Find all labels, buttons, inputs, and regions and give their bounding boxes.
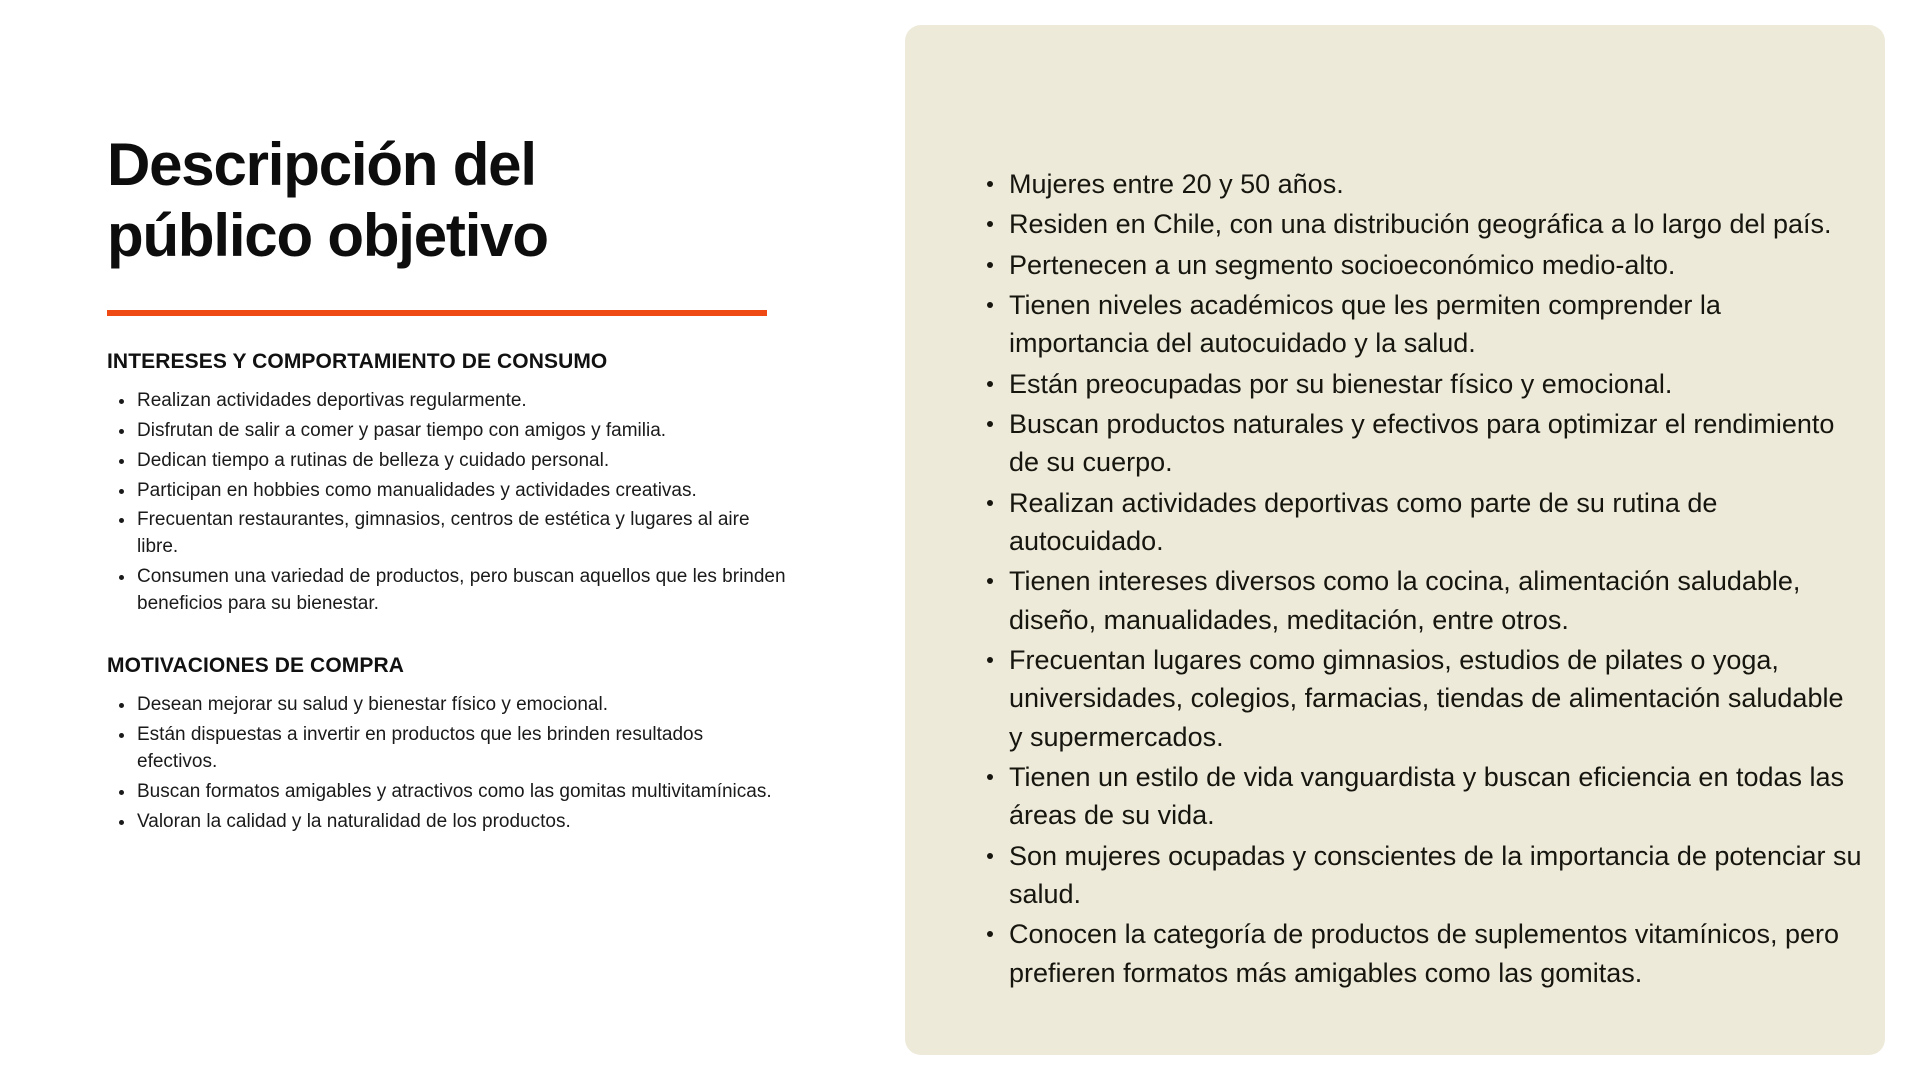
list-item: Residen en Chile, con una distribución geográfica a lo largo del país. xyxy=(973,205,1863,243)
list-item: Están preocupadas por su bienestar físico y emocional. xyxy=(973,365,1863,403)
section-motivaciones xyxy=(107,654,787,836)
page-title: Descripción del público objetivo xyxy=(107,131,548,269)
section-heading: MOTIVACIONES DE COMPRA xyxy=(107,654,404,678)
list-item: Valoran la calidad y la naturalidad de los productos. xyxy=(107,809,787,836)
title-divider xyxy=(107,310,767,316)
list-item: Buscan productos naturales y efectivos para optimizar el rendimiento de su cuerpo. xyxy=(973,405,1863,482)
list-item: Realizan actividades deportivas como parte de su rutina de autocuidado. xyxy=(973,484,1863,561)
list-item: Buscan formatos amigables y atractivos como las gomitas multivitamínicas. xyxy=(107,779,787,806)
list-item: Conocen la categoría de productos de suplementos vitamínicos, pero prefieren formatos más amigables como las gomitas. xyxy=(973,915,1863,992)
left-bullet-list xyxy=(107,692,787,836)
left-column xyxy=(107,130,787,839)
right-panel xyxy=(905,25,1885,1055)
right-bullet-list xyxy=(973,165,1863,994)
list-item: Disfrutan de salir a comer y pasar tiempo con amigos y familia. xyxy=(107,418,787,445)
list-item: Desean mejorar su salud y bienestar físico y emocional. xyxy=(107,692,787,719)
list-item: Realizan actividades deportivas regularmente. xyxy=(107,388,787,415)
left-bullet-list xyxy=(107,388,787,619)
list-item: Tienen niveles académicos que les permiten comprender la importancia del autocuidado y la salud. xyxy=(973,286,1863,363)
list-item: Tienen un estilo de vida vanguardista y buscan eficiencia en todas las áreas de su vida. xyxy=(973,758,1863,835)
list-item: Mujeres entre 20 y 50 años. xyxy=(973,165,1863,203)
list-item: Son mujeres ocupadas y conscientes de la importancia de potenciar su salud. xyxy=(973,837,1863,914)
list-item: Frecuentan restaurantes, gimnasios, centros de estética y lugares al aire libre. xyxy=(107,507,787,561)
list-item: Están dispuestas a invertir en productos que les brinden resultados efectivos. xyxy=(107,722,787,776)
section-heading: INTERESES Y COMPORTAMIENTO DE CONSUMO xyxy=(107,349,608,373)
list-item: Frecuentan lugares como gimnasios, estudios de pilates o yoga, universidades, colegios, farmacias, tiendas de alimentación saludable y supermercados. xyxy=(973,641,1863,756)
list-item: Dedican tiempo a rutinas de belleza y cuidado personal. xyxy=(107,448,787,475)
list-item: Pertenecen a un segmento socioeconómico medio-alto. xyxy=(973,246,1863,284)
section-intereses xyxy=(107,350,787,619)
list-item: Participan en hobbies como manualidades y actividades creativas. xyxy=(107,478,787,505)
list-item: Tienen intereses diversos como la cocina, alimentación saludable, diseño, manualidades, meditación, entre otros. xyxy=(973,562,1863,639)
list-item: Consumen una variedad de productos, pero buscan aquellos que les brinden beneficios para su bienestar. xyxy=(107,564,787,618)
